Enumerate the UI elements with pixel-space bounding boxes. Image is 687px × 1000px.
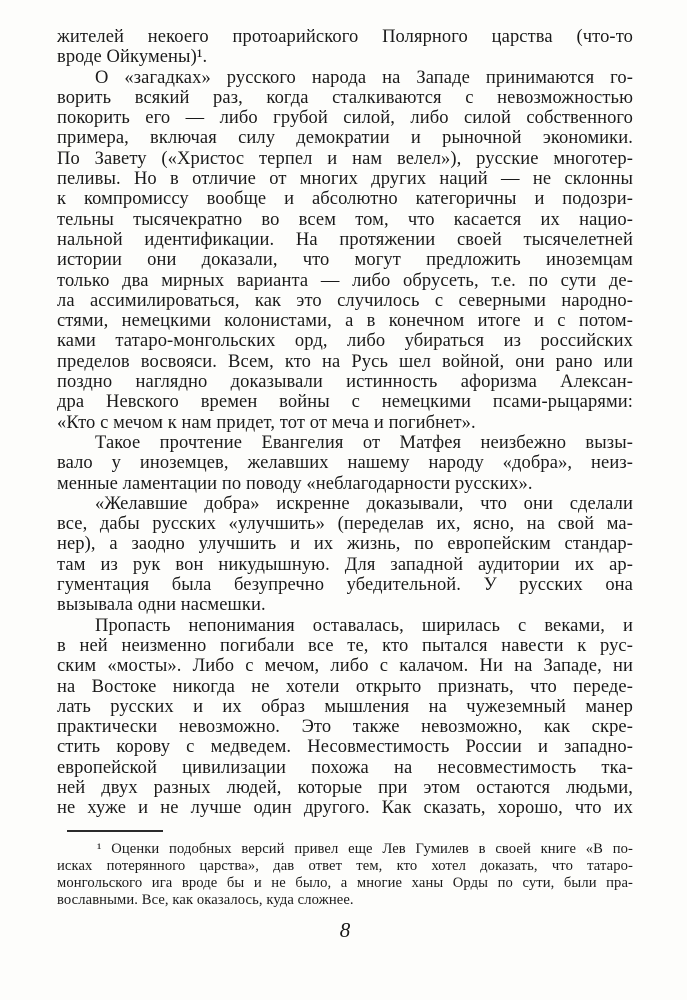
text-line: не хуже и не лучше один другого. Как сказать, хорошо, что их: [57, 798, 633, 819]
text-line: Такое прочтение Евангелия от Матфея неизбежно вызы-: [95, 432, 633, 453]
text-line: на Востоке никогда не хотели открыто признать, что переде-: [57, 676, 633, 697]
page-number: 8: [339, 918, 351, 943]
text-line: покорить его — либо грубой силой, либо силой собственного: [57, 108, 633, 129]
paragraph: [57, 494, 633, 616]
text-line: исках потерянного царства», дав ответ тем, кто хотел доказать, что татаро-: [57, 857, 633, 874]
text-line: «Желавшие добра» искренне доказывали, что они сделали: [95, 493, 633, 514]
text-line: вроде Ойкумены)¹.: [57, 47, 208, 68]
paragraph: [57, 433, 633, 494]
text-line: в ней неизменно погибали все те, кто пытался навести к рус-: [57, 635, 633, 656]
text-line: вало у иноземцев, желавших нашему народу «добра», неиз-: [57, 453, 633, 474]
text-line: дра Невского времен войны с немецкими псами-рыцарями:: [57, 392, 633, 413]
text-line: примера, включая силу демократии и рыночной экономики.: [57, 128, 633, 149]
text-line: стями, немецкими колонистами, а в конечном итоге и с потом-: [57, 311, 633, 332]
footnote-separator-rule: [67, 830, 163, 832]
text-line: там из рук вон никудышную. Для западной аудитории их ар-: [57, 554, 633, 575]
text-line: гументация была безупречно убедительной. У русских она: [57, 575, 633, 596]
text-line: все, дабы русских «улучшить» (переделав их, ясно, на свой ма-: [57, 514, 633, 535]
text-line: ¹ Оценки подобных версий привел еще Лев Гумилев в своей книге «В по-: [97, 840, 633, 857]
text-line: поздно наглядно доказывали истинность афоризма Алексан-: [57, 372, 633, 393]
text-line: О «загадках» русского народа на Западе принимаются го-: [95, 67, 633, 88]
paragraph: [57, 841, 633, 910]
text-line: ками татаро-монгольских орд, либо убираться из российских: [57, 331, 633, 352]
text-line: менные ламентации по поводу «неблагодарности русских».: [57, 473, 533, 494]
text-line: только два мирных варианта — либо обрусеть, т.е. по сути де-: [57, 270, 633, 291]
paragraph: [57, 616, 633, 819]
text-line: лать русских и их образ мышления на чужеземный манер: [57, 696, 633, 717]
text-line: практически невозможно. Это также невозможно, как скре-: [57, 717, 633, 738]
text-line: тельны тысячекратно во всем том, что касается их нацио-: [57, 209, 633, 230]
text-line: пределов восвояси. Всем, кто на Русь шел войной, они рано или: [57, 351, 633, 372]
text-line: жителей некоего протоарийского Полярного царства (что-то: [57, 27, 633, 47]
text-line: нер), а заодно улучшить и их жизнь, по европейским стандар-: [57, 534, 633, 555]
text-line: ворить всякий раз, когда сталкиваются с невозможностью: [57, 87, 633, 108]
text-line: По Завету («Христос терпел и нам велел»), русские многотер-: [57, 148, 633, 169]
footnote: [57, 841, 633, 910]
text-line: нальной идентификации. На протяжении своей тысячелетней: [57, 229, 633, 250]
text-line: монгольского ига вроде бы и не было, а многие ханы Орды по сути, были пра-: [57, 874, 633, 891]
text-line: истории они доказали, что могут предложить иноземцам: [57, 250, 633, 271]
text-line: европейской цивилизации похожа на несовместимость тка-: [57, 757, 633, 778]
paragraph: [57, 27, 633, 68]
text-line: стить корову с медведем. Несовместимость России и западно-: [57, 737, 633, 758]
text-line: вославными. Все, как оказалось, куда сложнее.: [57, 892, 354, 909]
text-line: вызывала одни насмешки.: [57, 595, 266, 616]
text-line: Пропасть непонимания оставалась, ширилась с веками, и: [95, 615, 633, 636]
text-line: к компромиссу вообще и абсолютно категоричны и подозри-: [57, 189, 633, 210]
paragraph: [57, 68, 633, 433]
text-line: ла ассимилироваться, как это случилось с северными народно-: [57, 290, 633, 311]
page-body-text: [57, 27, 633, 819]
text-line: «Кто с мечом к нам придет, тот от меча и погибнет».: [57, 412, 476, 433]
text-line: ским «мосты». Либо с мечом, либо с калачом. Ни на Западе, ни: [57, 656, 633, 677]
text-line: ней двух разных людей, которые при этом остаются людьми,: [57, 777, 633, 798]
text-line: пеливы. Но в отличие от многих других наций — не склонны: [57, 169, 633, 190]
